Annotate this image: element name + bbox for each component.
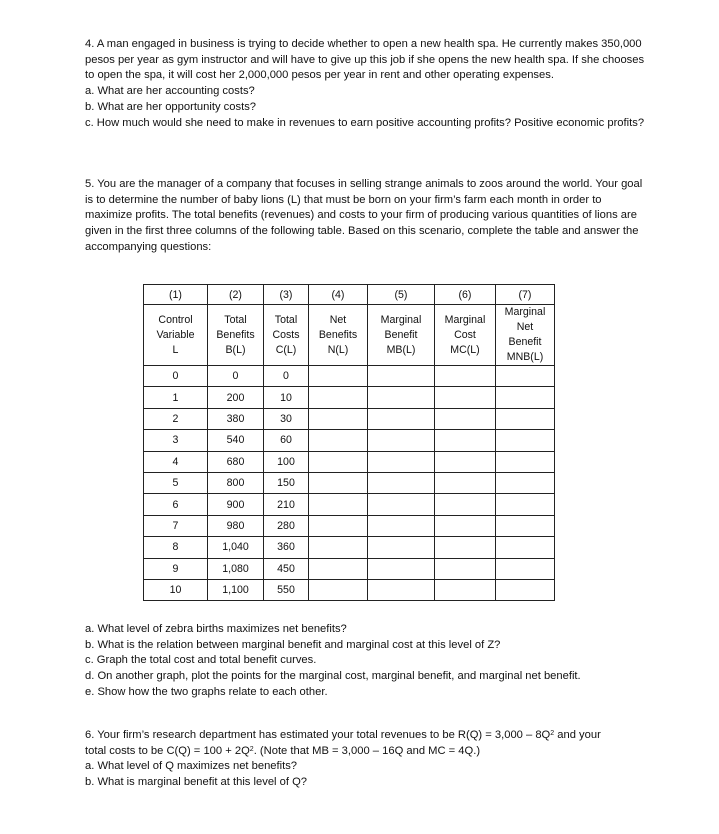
column-header (368, 305, 435, 366)
column-header-line: Total (274, 313, 298, 326)
column-number: (6) (435, 285, 496, 305)
column-number: (3) (264, 285, 309, 305)
question-5-subquestions (85, 622, 645, 701)
table-row (144, 408, 555, 429)
empty-cell (368, 515, 435, 536)
column-number: (1) (144, 285, 208, 305)
question-5d: d. On another graph, plot the points for the marginal cost, marginal benefit, and marginal net benefit. (85, 670, 581, 683)
table-row (144, 472, 555, 493)
column-header-line: MB(L) (386, 343, 416, 356)
column-header-line: Net (516, 321, 534, 333)
table-cell: 540 (208, 430, 264, 451)
empty-cell (496, 494, 555, 515)
table-cell: 0 (144, 366, 208, 387)
empty-cell (309, 451, 368, 472)
empty-cell (496, 515, 555, 536)
column-number: (4) (309, 285, 368, 305)
table-row (144, 515, 555, 536)
empty-cell (309, 387, 368, 408)
column-header-row (144, 305, 555, 366)
question-4a: a. What are her accounting costs? (85, 85, 255, 98)
column-header-line: B(L) (225, 343, 246, 356)
empty-cell (368, 451, 435, 472)
lion-data-table (143, 284, 555, 601)
table-cell: 1,100 (208, 579, 264, 600)
table-cell: 1,040 (208, 537, 264, 558)
question-4-intro: 4. A man engaged in business is trying to decide whether to open a new health spa. He currently makes 350,000 pesos per year as gym instructor and will have to give up this job if she opens the new health spa. If she chooses to open the spa, it will cost her 2,000,000 pesos per year in rent and other operating expenses. (85, 38, 645, 82)
table-row (144, 366, 555, 387)
empty-cell (368, 472, 435, 493)
table-cell: 450 (264, 558, 309, 579)
column-number: (7) (496, 285, 555, 305)
table-cell: 0 (208, 366, 264, 387)
table-cell: 10 (144, 579, 208, 600)
table-cell: 7 (144, 515, 208, 536)
empty-cell (368, 579, 435, 600)
column-number: (2) (208, 285, 264, 305)
table-cell: 9 (144, 558, 208, 579)
table-cell: 980 (208, 515, 264, 536)
empty-cell (496, 472, 555, 493)
empty-cell (435, 451, 496, 472)
column-header-line: Marginal (380, 313, 422, 326)
table-cell: 380 (208, 408, 264, 429)
table-row (144, 387, 555, 408)
column-header-line: Marginal (444, 313, 486, 326)
column-header-line: Total (224, 313, 247, 326)
empty-cell (309, 579, 368, 600)
table-cell: 10 (264, 387, 309, 408)
table-cell: 2 (144, 408, 208, 429)
table-cell: 360 (264, 537, 309, 558)
empty-cell (496, 451, 555, 472)
column-header-line: Cost (454, 328, 476, 341)
question-5 (85, 177, 645, 256)
table-cell: 900 (208, 494, 264, 515)
column-header-line: Net (329, 313, 347, 326)
empty-cell (309, 408, 368, 429)
empty-cell (309, 537, 368, 558)
empty-cell (435, 537, 496, 558)
table-row (144, 451, 555, 472)
empty-cell (309, 430, 368, 451)
empty-cell (368, 430, 435, 451)
question-6b: b. What is marginal benefit at this level of Q? (85, 776, 307, 789)
column-header-line: Control (158, 313, 193, 326)
empty-cell (309, 558, 368, 579)
question-5c: c. Graph the total cost and total benefit curves. (85, 654, 317, 667)
table-row (144, 494, 555, 515)
column-header-line: Costs (272, 328, 300, 341)
column-header (208, 305, 264, 366)
question-6-line-2: total costs to be $C(Q) = 100 + 2Q^2$. (Note that MB = 3,000 – 16Q and MC = 4Q.) (85, 744, 481, 757)
empty-cell (368, 494, 435, 515)
empty-cell (435, 387, 496, 408)
question-4c: c. How much would she need to make in revenues to earn positive accounting profits? Positive economic profits? (85, 116, 645, 129)
table-cell: 200 (208, 387, 264, 408)
table-cell: 5 (144, 472, 208, 493)
empty-cell (435, 579, 496, 600)
question-5-intro: 5. You are the manager of a company that focuses in selling strange animals to zoos around the world. Your goal is to determine the number of baby lions (L) that must be born on your firm’s farm each month in order to maximize profits. The total benefits (revenues) and costs to your firm of producing various quantities of lions are given in the first three columns of the following table. Based on this scenario, complete the table and answer the accompanying questions: (85, 178, 643, 253)
question-6 (85, 728, 645, 791)
empty-cell (309, 472, 368, 493)
empty-cell (496, 558, 555, 579)
column-header (496, 305, 555, 366)
table-cell: 0 (264, 366, 309, 387)
table-cell: 800 (208, 472, 264, 493)
question-6-line-1: 6. Your firm’s research department has estimated your total revenues to be $R(Q) = 3,000 - 8Q^2$ and your (85, 729, 601, 741)
column-header (309, 305, 368, 366)
table-cell: 60 (264, 430, 309, 451)
column-header-line: Benefits (216, 328, 255, 341)
table-cell: 210 (264, 494, 309, 515)
column-header-line: Marginal (504, 306, 546, 318)
empty-cell (435, 494, 496, 515)
empty-cell (496, 408, 555, 429)
column-header (435, 305, 496, 366)
question-5b: b. What is the relation between marginal benefit and marginal cost at this level of Z? (85, 638, 501, 651)
column-number-row (144, 285, 555, 305)
empty-cell (435, 366, 496, 387)
empty-cell (435, 558, 496, 579)
table-cell: 1 (144, 387, 208, 408)
empty-cell (496, 387, 555, 408)
column-header-line: Benefits (318, 328, 358, 341)
table-row (144, 430, 555, 451)
empty-cell (435, 408, 496, 429)
column-header-line: C(L) (275, 343, 297, 356)
empty-cell (309, 494, 368, 515)
question-4 (85, 37, 645, 131)
question-5a: a. What level of zebra births maximizes net benefits? (85, 623, 347, 635)
empty-cell (496, 430, 555, 451)
empty-cell (435, 472, 496, 493)
table-cell: 30 (264, 408, 309, 429)
empty-cell (309, 515, 368, 536)
table-body (144, 366, 555, 601)
table-cell: 150 (264, 472, 309, 493)
table-cell: 280 (264, 515, 309, 536)
question-4b: b. What are her opportunity costs? (85, 100, 257, 113)
table-row (144, 537, 555, 558)
table-row (144, 558, 555, 579)
empty-cell (496, 366, 555, 387)
table-cell: 8 (144, 537, 208, 558)
table-cell: 680 (208, 451, 264, 472)
empty-cell (435, 515, 496, 536)
empty-cell (368, 537, 435, 558)
column-header-line: MC(L) (450, 343, 480, 356)
column-header (144, 305, 208, 366)
question-5e: e. Show how the two graphs relate to each other. (85, 685, 328, 698)
empty-cell (368, 408, 435, 429)
column-header (264, 305, 309, 366)
column-header-line: N(L) (327, 343, 349, 356)
table-row (144, 579, 555, 600)
table-cell: 550 (264, 579, 309, 600)
empty-cell (496, 579, 555, 600)
empty-cell (496, 537, 555, 558)
column-number: (5) (368, 285, 435, 305)
column-header-line: Benefit (384, 328, 418, 341)
empty-cell (368, 366, 435, 387)
table-cell: 100 (264, 451, 309, 472)
table-cell: 1,080 (208, 558, 264, 579)
empty-cell (309, 366, 368, 387)
question-6a: a. What level of Q maximizes net benefits? (85, 760, 298, 773)
column-header-line: MNB(L) (506, 351, 544, 363)
empty-cell (368, 558, 435, 579)
empty-cell (435, 430, 496, 451)
table-cell: 4 (144, 451, 208, 472)
empty-cell (368, 387, 435, 408)
column-header-line: L (172, 343, 179, 356)
table-cell: 6 (144, 494, 208, 515)
table-cell: 3 (144, 430, 208, 451)
column-header-line: Benefit (508, 336, 542, 348)
column-header-line: Variable (156, 328, 195, 341)
